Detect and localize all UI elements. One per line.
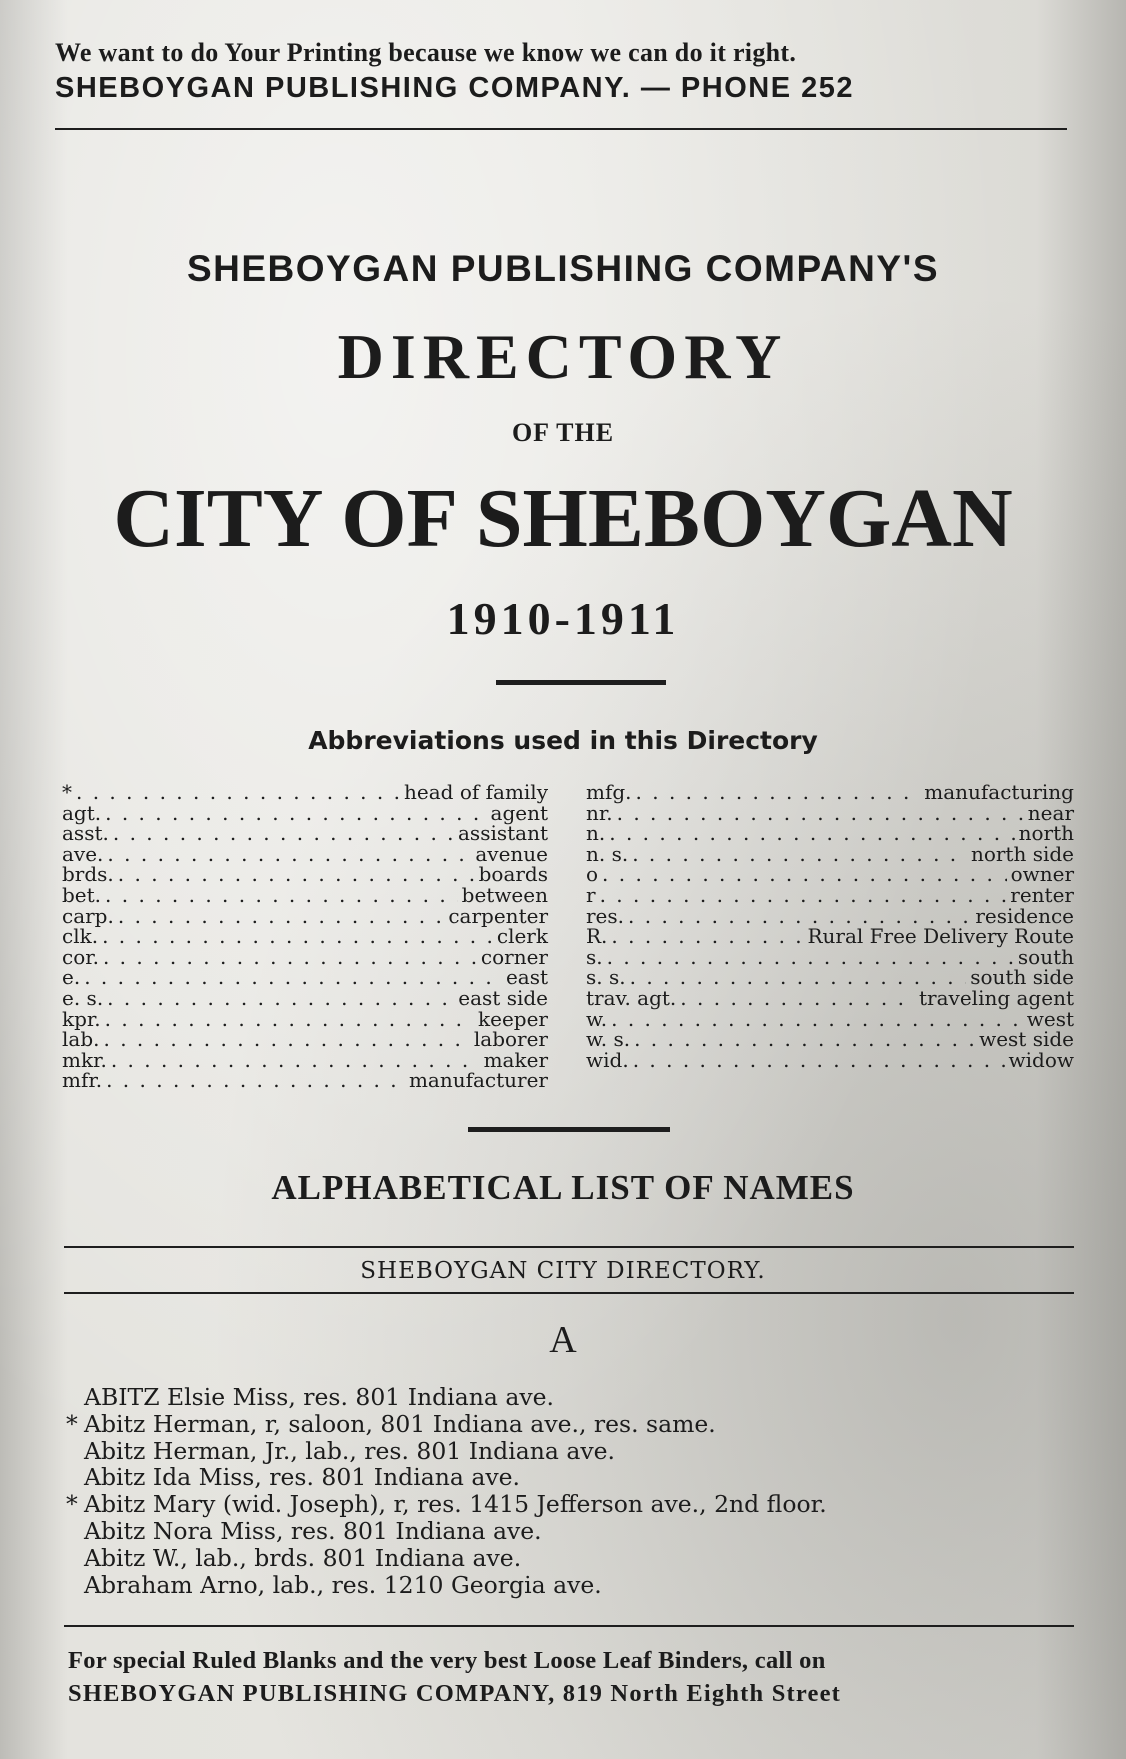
abbreviation-term: n. s.	[586, 841, 629, 866]
abbreviation-row	[586, 926, 1074, 947]
dot-leader	[607, 947, 1014, 968]
abbreviation-row	[586, 1029, 1074, 1050]
dot-leader	[76, 782, 400, 803]
section-letter: A	[549, 1319, 577, 1361]
abbreviations-heading: Abbreviations used in this Directory	[308, 726, 818, 755]
abbreviation-row	[62, 985, 548, 1010]
dot-leader	[636, 782, 921, 803]
abbreviation-meaning: near	[1027, 800, 1074, 825]
abbreviation-term: res.	[586, 903, 625, 928]
abbreviation-meaning: agent	[490, 800, 548, 825]
abbreviation-meaning: assistant	[458, 821, 548, 846]
abbreviation-term: n.	[586, 821, 606, 846]
abbreviation-meaning: east side	[458, 985, 548, 1010]
footer-address: SHEBOYGAN PUBLISHING COMPANY, 819 North Eighth Street	[68, 1680, 842, 1707]
name-entry-text: Abitz Ida Miss, res. 801 Indiana ave.	[84, 1463, 521, 1492]
abbreviation-term: mfr.	[62, 1068, 103, 1093]
abbreviation-row	[586, 823, 1074, 844]
abbreviation-row	[586, 967, 1074, 988]
name-entry	[66, 1572, 827, 1599]
abbreviation-meaning: corner	[480, 944, 548, 969]
abbreviation-row	[62, 1029, 548, 1050]
abbreviation-row	[62, 926, 548, 947]
dot-leader	[105, 803, 486, 824]
abbreviation-term: s.	[586, 944, 603, 969]
directory-title: DIRECTORY	[337, 321, 789, 392]
abbreviation-term: e.	[62, 965, 81, 990]
abbreviation-meaning: owner	[1010, 862, 1074, 887]
abbreviation-term: kpr.	[62, 1006, 101, 1031]
name-entry	[66, 1438, 827, 1465]
abbreviation-term: brds.	[62, 862, 114, 887]
abbreviation-term: carp.	[62, 903, 114, 928]
abbreviation-meaning: west side	[979, 1027, 1074, 1052]
abbreviation-row	[586, 1047, 1074, 1072]
abbreviation-term: r	[586, 882, 596, 907]
dot-leader	[602, 864, 1007, 885]
dot-leader	[628, 906, 971, 927]
abbreviation-meaning: manufacturer	[408, 1068, 548, 1093]
dot-leader	[630, 967, 967, 988]
dot-leader	[84, 967, 502, 988]
dot-leader	[118, 864, 475, 885]
abbreviation-row	[62, 944, 548, 969]
abbreviation-term: lab.	[62, 1027, 100, 1052]
alphabetical-list-heading: ALPHABETICAL LIST OF NAMES	[271, 1168, 855, 1207]
title-divider	[496, 680, 666, 685]
years-title: 1910-1911	[446, 593, 680, 644]
dot-leader	[105, 1009, 474, 1030]
dot-leader	[107, 844, 471, 865]
abbreviation-row	[586, 944, 1074, 969]
abbreviation-meaning: north side	[970, 841, 1074, 866]
abbreviation-term: mfg.	[586, 780, 632, 804]
dot-leader	[111, 1050, 480, 1071]
abbreviation-term: cor.	[62, 944, 99, 969]
abbreviation-meaning: widow	[1008, 1047, 1074, 1072]
abbreviation-row	[62, 903, 548, 928]
abbreviation-row	[586, 782, 1074, 803]
dot-leader	[632, 844, 967, 865]
abbreviation-term: nr.	[586, 800, 613, 825]
abbreviation-meaning: north	[1018, 821, 1074, 846]
abbreviation-row	[62, 864, 548, 885]
abbreviation-term: *	[62, 780, 72, 804]
dot-leader	[609, 823, 1014, 844]
head-of-family-marker: *	[66, 1490, 78, 1519]
dot-leader	[611, 926, 803, 947]
abbreviation-meaning: traveling agent	[919, 985, 1074, 1010]
dot-leader	[617, 803, 1024, 824]
abbreviation-row	[62, 841, 548, 866]
of-the-label: OF THE	[511, 418, 615, 447]
name-entry	[66, 1384, 827, 1411]
abbreviation-row	[62, 800, 548, 825]
abbreviation-term: wid.	[586, 1047, 629, 1072]
abbreviation-meaning: keeper	[478, 1006, 548, 1031]
abbreviation-term: clk.	[62, 924, 99, 949]
footer-advert: For special Ruled Blanks and the very best Loose Leaf Binders, call on	[68, 1647, 826, 1674]
abbreviation-row	[586, 864, 1074, 885]
abbreviation-meaning: between	[461, 882, 548, 907]
abbreviation-term: e. s.	[62, 985, 104, 1010]
abbreviation-term: w.	[586, 1006, 608, 1031]
abbreviation-term: agt.	[62, 800, 102, 825]
abbreviation-meaning: clerk	[496, 924, 548, 949]
abbreviation-row	[586, 1006, 1074, 1031]
abbreviation-meaning: residence	[975, 903, 1074, 928]
name-entry	[66, 1491, 827, 1518]
name-entry-text: Abraham Arno, lab., res. 1210 Georgia ave.	[84, 1570, 602, 1599]
abbreviation-row	[62, 823, 548, 844]
abbreviation-meaning: head of family	[404, 780, 548, 804]
abbreviation-meaning: avenue	[475, 841, 548, 866]
footer-rule	[64, 1625, 1074, 1627]
name-entry-text: Abitz W., lab., brds. 801 Indiana ave.	[84, 1543, 522, 1572]
abbreviation-term: bet.	[62, 882, 102, 907]
dot-leader	[118, 906, 445, 927]
abbreviations-right-column	[586, 782, 1074, 1070]
abbreviation-row	[586, 903, 1074, 928]
abbreviation-row	[62, 967, 548, 988]
name-entry-text: Abitz Nora Miss, res. 801 Indiana ave.	[84, 1516, 542, 1545]
name-entry	[66, 1545, 827, 1572]
dot-leader	[611, 1009, 1023, 1030]
running-head: SHEBOYGAN CITY DIRECTORY.	[360, 1258, 766, 1284]
header-company-phone: SHEBOYGAN PUBLISHING COMPANY. — PHONE 252	[55, 72, 854, 104]
name-entry	[66, 1518, 827, 1545]
abbreviation-meaning: south	[1017, 944, 1074, 969]
abbreviation-term: trav. agt.	[586, 985, 677, 1010]
city-title: CITY OF SHEBOYGAN	[113, 472, 1013, 565]
abbreviation-term: o	[586, 862, 599, 887]
header-rule	[55, 128, 1067, 130]
header-tagline: We want to do Your Printing because we know we can do it right.	[55, 38, 797, 67]
dot-leader	[600, 885, 1007, 906]
name-entry-text: Abitz Herman, r, saloon, 801 Indiana ave., res. same.	[84, 1409, 716, 1438]
dot-leader	[102, 926, 493, 947]
abbreviation-row	[62, 882, 548, 907]
dot-leader	[105, 885, 458, 906]
abbreviation-term: w. s.	[586, 1027, 631, 1052]
dot-leader	[680, 988, 915, 1009]
dot-leader	[633, 1050, 1005, 1071]
publisher-name: SHEBOYGAN PUBLISHING COMPANY'S	[186, 248, 940, 289]
dot-leader	[113, 823, 454, 844]
name-entry	[66, 1411, 827, 1438]
abbreviation-term: R.	[586, 924, 608, 949]
running-head-bottom-rule	[64, 1292, 1074, 1294]
name-entry-text: Abitz Mary (wid. Joseph), r, res. 1415 Jefferson ave., 2nd floor.	[84, 1490, 827, 1519]
abbreviation-meaning: laborer	[473, 1027, 548, 1052]
abbreviation-row	[586, 841, 1074, 866]
head-of-family-marker: *	[66, 1409, 78, 1438]
dot-leader	[634, 1029, 975, 1050]
name-entry-text: ABITZ Elsie Miss, res. 801 Indiana ave.	[84, 1383, 554, 1411]
name-entry-text: Abitz Herman, Jr., lab., res. 801 Indiana ave.	[84, 1436, 616, 1465]
abbreviation-row	[586, 882, 1074, 907]
abbreviation-term: mkr.	[62, 1047, 107, 1072]
abbreviation-meaning: south side	[970, 965, 1074, 990]
abbreviation-meaning: carpenter	[448, 903, 548, 928]
abbreviation-term: s. s.	[586, 965, 626, 990]
abbreviations-divider	[468, 1127, 670, 1132]
dot-leader	[103, 1029, 469, 1050]
abbreviation-row	[586, 985, 1074, 1010]
abbreviation-row	[586, 800, 1074, 825]
abbreviation-meaning: manufacturing	[924, 780, 1074, 804]
abbreviations-left-column	[62, 782, 548, 1091]
abbreviation-row	[62, 1047, 548, 1072]
abbreviation-term: ave.	[62, 841, 104, 866]
dot-leader	[107, 988, 454, 1009]
name-entries	[66, 1384, 827, 1598]
abbreviation-row	[62, 782, 548, 803]
abbreviation-row	[62, 1006, 548, 1031]
abbreviation-meaning: west	[1026, 1006, 1074, 1031]
dot-leader	[106, 1070, 405, 1091]
abbreviation-row	[62, 1070, 548, 1091]
abbreviation-term: asst.	[62, 821, 109, 846]
running-head-top-rule	[64, 1246, 1074, 1248]
abbreviation-meaning: maker	[483, 1047, 548, 1072]
dot-leader	[103, 947, 477, 968]
abbreviation-meaning: boards	[478, 862, 548, 887]
abbreviation-meaning: renter	[1010, 882, 1074, 907]
abbreviation-meaning: Rural Free Delivery Route	[807, 924, 1074, 949]
abbreviation-meaning: east	[505, 965, 548, 990]
name-entry	[66, 1464, 827, 1491]
